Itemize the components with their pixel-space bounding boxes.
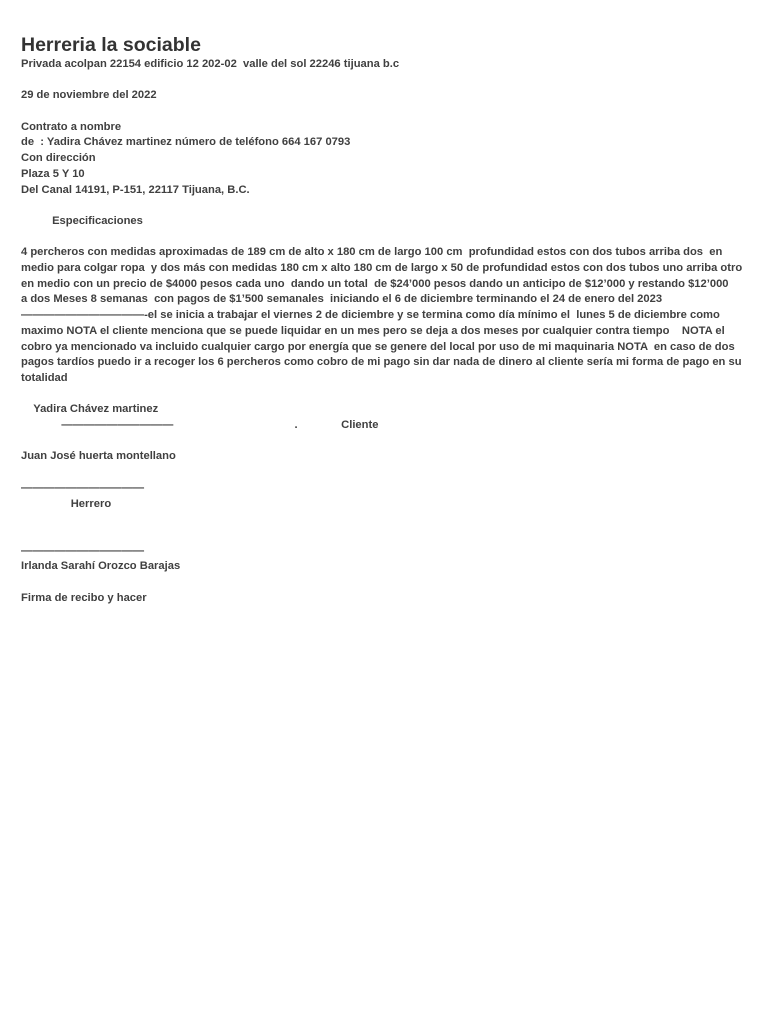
smith-name: Juan José huerta montellano: [21, 450, 176, 463]
company-title: Herreria la sociable: [21, 34, 201, 56]
spacer: [21, 230, 751, 246]
spacer: [21, 528, 751, 544]
contract-line-3: Con dirección: [21, 152, 96, 165]
receipt-note: Firma de recibo y hacer: [21, 591, 147, 604]
body-line: cobro ya mencionado va incluido cualquier cargo por energía que se genere del local por uso de mi maquinaria NOTA en caso de dos: [21, 340, 735, 353]
spacer: [21, 104, 751, 120]
spacer: [21, 434, 751, 450]
spacer: [21, 512, 751, 528]
spacer: [21, 387, 751, 403]
body-line: a dos Meses 8 semanas con pagos de $1’500 semanales iniciando el 6 de diciembre terminando el 24 de enero del 2023: [21, 293, 663, 306]
company-address: Privada acolpan 22154 edificio 12 202-02 valle del sol 22246 tijuana b.c: [21, 58, 400, 70]
specifications-heading: Especificaciones: [21, 214, 143, 227]
receiver-signature-line: ———————————: [21, 544, 145, 557]
client-signature-name: Yadira Chávez martinez: [21, 403, 159, 416]
document-page: [21, 33, 751, 606]
contract-line-1: Contrato a nombre: [21, 120, 122, 133]
specifications-body: [21, 245, 749, 386]
client-signature-line: —————————— . Cliente: [21, 419, 379, 432]
spacer: [21, 198, 751, 214]
body-line: 4 percheros con medidas aproximadas de 189 cm de alto x 180 cm de largo 100 cm profundidad estos con dos tubos arriba dos en: [21, 246, 723, 259]
body-line: maximo NOTA el cliente menciona que se puede liquidar en un mes pero se deja a dos meses por cualquier contra tiempo NOTA el: [21, 324, 725, 337]
contract-line-2: de : Yadira Chávez martinez número de teléfono 664 167 0793: [21, 136, 351, 149]
document-date: 29 de noviembre del 2022: [21, 89, 157, 102]
spacer: [21, 73, 751, 89]
body-line: medio para colgar ropa y dos más con medidas 180 cm x alto 180 cm de largo x 50 de profundidad estos con dos tubos uno arriba otro: [21, 262, 743, 275]
smith-role: Herrero: [21, 497, 112, 510]
body-line: ———————————-el se inicia a trabajar el viernes 2 de diciembre y se termina como día mínimo el lunes 5 de diciembre como: [21, 309, 720, 322]
body-line: en medio con un precio de $4000 pesos cada uno dando un total de $24’000 pesos dando un anticipo de $12’000 y restando $12’000: [21, 277, 729, 290]
contract-line-4: Plaza 5 Y 10: [21, 167, 85, 180]
receiver-name: Irlanda Sarahí Orozco Barajas: [21, 560, 181, 573]
spacer: [21, 575, 751, 591]
body-line: pagos tardíos puedo ir a recoger los 6 percheros como cobro de mi pago sin dar nada de dinero al cliente sería mi forma de pago en su: [21, 356, 742, 369]
contract-line-5: Del Canal 14191, P-151, 22117 Tijuana, B.C.: [21, 183, 250, 196]
body-line: totalidad: [21, 372, 68, 384]
smith-signature-line: ———————————: [21, 481, 145, 494]
spacer: [21, 465, 751, 481]
